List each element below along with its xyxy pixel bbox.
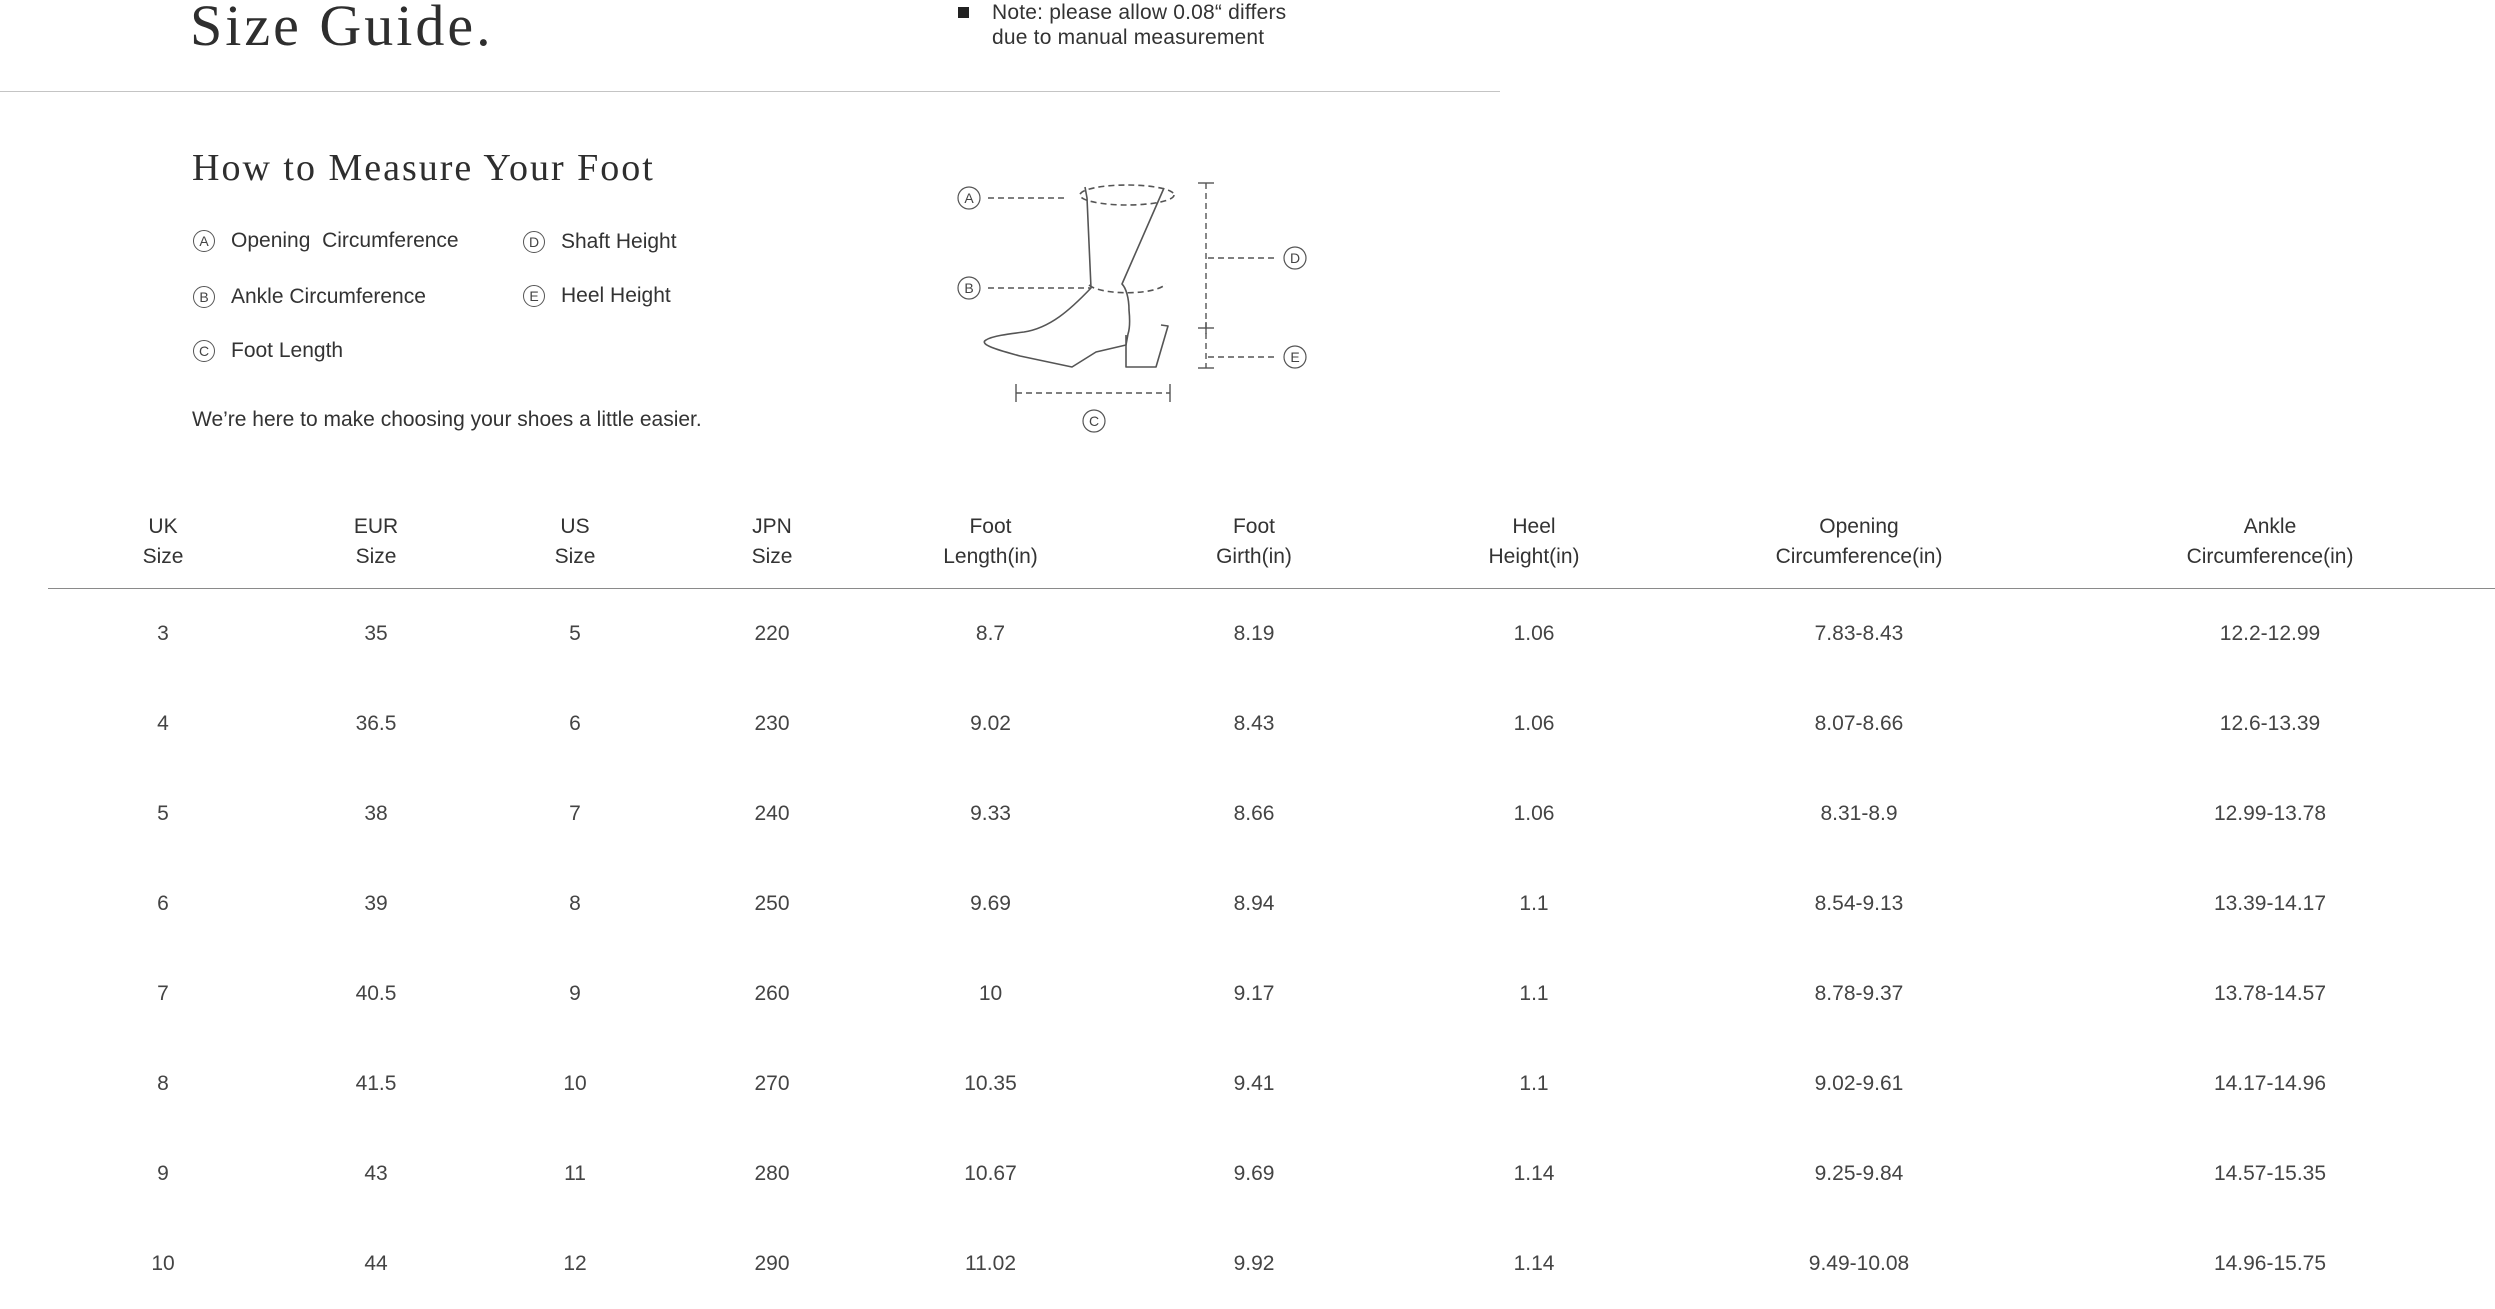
table-cell: 4: [48, 679, 278, 769]
legend-label: Foot Length: [231, 339, 343, 363]
table-cell: 12.2-12.99: [2045, 589, 2495, 680]
table-cell: 1.1: [1395, 949, 1673, 1039]
boot-measurement-diagram: [950, 170, 1320, 440]
table-cell: 1.14: [1395, 1219, 1673, 1309]
table-cell: 1.14: [1395, 1129, 1673, 1219]
table-cell: 8.07-8.66: [1673, 679, 2045, 769]
table-cell: 8.66: [1113, 769, 1395, 859]
size-chart-table: [48, 496, 2495, 1309]
table-cell: 11.02: [868, 1219, 1113, 1309]
legend-label: Opening Circumference: [231, 229, 459, 253]
table-cell: 14.57-15.35: [2045, 1129, 2495, 1219]
table-cell: 44: [278, 1219, 474, 1309]
table-cell: 230: [676, 679, 868, 769]
legend-letter-a: A: [193, 230, 215, 252]
legend-item-foot-length: [193, 339, 343, 363]
table-cell: 8.94: [1113, 859, 1395, 949]
table-cell: 41.5: [278, 1039, 474, 1129]
table-row: [48, 589, 2495, 680]
table-cell: 3: [48, 589, 278, 680]
table-row: [48, 679, 2495, 769]
table-cell: 13.39-14.17: [2045, 859, 2495, 949]
legend-item-opening-circumference: [193, 229, 459, 253]
header-eur-size: EUR Size: [278, 496, 474, 589]
boot-outline-icon: [984, 185, 1174, 367]
legend-item-shaft-height: [523, 230, 677, 254]
table-cell: 10.67: [868, 1129, 1113, 1219]
table-cell: 250: [676, 859, 868, 949]
table-cell: 39: [278, 859, 474, 949]
table-row: [48, 1219, 2495, 1309]
header-heel-height: Heel Height(in): [1395, 496, 1673, 589]
table-cell: 36.5: [278, 679, 474, 769]
header-foot-length: Foot Length(in): [868, 496, 1113, 589]
table-cell: 8: [48, 1039, 278, 1129]
table-cell: 280: [676, 1129, 868, 1219]
table-cell: 35: [278, 589, 474, 680]
table-cell: 1.06: [1395, 679, 1673, 769]
legend-item-ankle-circumference: [193, 285, 426, 309]
legend-letter-e: E: [523, 285, 545, 307]
height-dimension-lines: [1198, 183, 1275, 368]
table-cell: 7.83-8.43: [1673, 589, 2045, 680]
table-cell: 9.33: [868, 769, 1113, 859]
table-cell: 5: [474, 589, 676, 680]
table-cell: 9.02: [868, 679, 1113, 769]
table-cell: 40.5: [278, 949, 474, 1039]
table-header-row: [48, 496, 2495, 589]
label-e: [1284, 346, 1306, 368]
table-cell: 8: [474, 859, 676, 949]
table-row: [48, 949, 2495, 1039]
table-cell: 9.41: [1113, 1039, 1395, 1129]
header-opening-circumference: Opening Circumference(in): [1673, 496, 2045, 589]
table-cell: 10: [474, 1039, 676, 1129]
table-cell: 220: [676, 589, 868, 680]
table-cell: 10: [48, 1219, 278, 1309]
table-cell: 1.06: [1395, 589, 1673, 680]
page-title: Size Guide.: [190, 0, 494, 59]
label-a: [958, 187, 980, 209]
table-cell: 12: [474, 1219, 676, 1309]
table-cell: 9: [474, 949, 676, 1039]
table-body: [48, 589, 2495, 1309]
table-cell: 38: [278, 769, 474, 859]
table-cell: 270: [676, 1039, 868, 1129]
table-cell: 12.6-13.39: [2045, 679, 2495, 769]
table-cell: 10: [868, 949, 1113, 1039]
table-cell: 8.78-9.37: [1673, 949, 2045, 1039]
table-cell: 9.92: [1113, 1219, 1395, 1309]
legend-label: Ankle Circumference: [231, 285, 426, 309]
svg-text:A: A: [964, 190, 974, 206]
table-cell: 260: [676, 949, 868, 1039]
legend-label: Heel Height: [561, 284, 671, 308]
note-line-2: due to manual measurement: [992, 25, 1286, 50]
table-cell: 7: [48, 949, 278, 1039]
table-cell: 240: [676, 769, 868, 859]
table-row: [48, 1129, 2495, 1219]
table-cell: 1.1: [1395, 1039, 1673, 1129]
table-cell: 9.69: [868, 859, 1113, 949]
table-cell: 7: [474, 769, 676, 859]
table-cell: 1.1: [1395, 859, 1673, 949]
table-cell: 13.78-14.57: [2045, 949, 2495, 1039]
header-us-size: US Size: [474, 496, 676, 589]
table-cell: 14.96-15.75: [2045, 1219, 2495, 1309]
table-cell: 290: [676, 1219, 868, 1309]
header-ankle-circumference: Ankle Circumference(in): [2045, 496, 2495, 589]
table-cell: 8.7: [868, 589, 1113, 680]
table-cell: 43: [278, 1129, 474, 1219]
label-c: [1083, 410, 1105, 432]
table-cell: 8.31-8.9: [1673, 769, 2045, 859]
legend-letter-d: D: [523, 231, 545, 253]
table-cell: 11: [474, 1129, 676, 1219]
table-cell: 5: [48, 769, 278, 859]
measure-section-title: How to Measure Your Foot: [192, 146, 655, 190]
table-row: [48, 1039, 2495, 1129]
measurement-note: [992, 0, 1286, 50]
label-b: [958, 277, 980, 299]
legend-label: Shaft Height: [561, 230, 677, 254]
label-d: [1284, 247, 1306, 269]
table-cell: 9.17: [1113, 949, 1395, 1039]
note-line-1: Note: please allow 0.08“ differs: [992, 0, 1286, 25]
table-cell: 6: [474, 679, 676, 769]
table-cell: 9: [48, 1129, 278, 1219]
header-jpn-size: JPN Size: [676, 496, 868, 589]
note-bullet-icon: [958, 7, 969, 18]
header-divider: [0, 91, 1500, 92]
svg-text:B: B: [964, 280, 973, 296]
legend-letter-b: B: [193, 286, 215, 308]
legend-item-heel-height: [523, 284, 671, 308]
table-row: [48, 859, 2495, 949]
legend-letter-c: C: [193, 340, 215, 362]
table-cell: 10.35: [868, 1039, 1113, 1129]
table-cell: 9.25-9.84: [1673, 1129, 2045, 1219]
table-cell: 8.43: [1113, 679, 1395, 769]
svg-text:E: E: [1290, 349, 1299, 365]
table-cell: 9.69: [1113, 1129, 1395, 1219]
svg-text:D: D: [1290, 250, 1300, 266]
tagline: We’re here to make choosing your shoes a little easier.: [192, 408, 702, 432]
length-dimension-line: [1016, 384, 1170, 402]
header-foot-girth: Foot Girth(in): [1113, 496, 1395, 589]
table-cell: 12.99-13.78: [2045, 769, 2495, 859]
table-cell: 8.54-9.13: [1673, 859, 2045, 949]
table-row: [48, 769, 2495, 859]
table-cell: 6: [48, 859, 278, 949]
table-cell: 9.02-9.61: [1673, 1039, 2045, 1129]
table-cell: 1.06: [1395, 769, 1673, 859]
table-cell: 14.17-14.96: [2045, 1039, 2495, 1129]
header-uk-size: UK Size: [48, 496, 278, 589]
table-cell: 9.49-10.08: [1673, 1219, 2045, 1309]
table-cell: 8.19: [1113, 589, 1395, 680]
svg-text:C: C: [1089, 413, 1099, 429]
